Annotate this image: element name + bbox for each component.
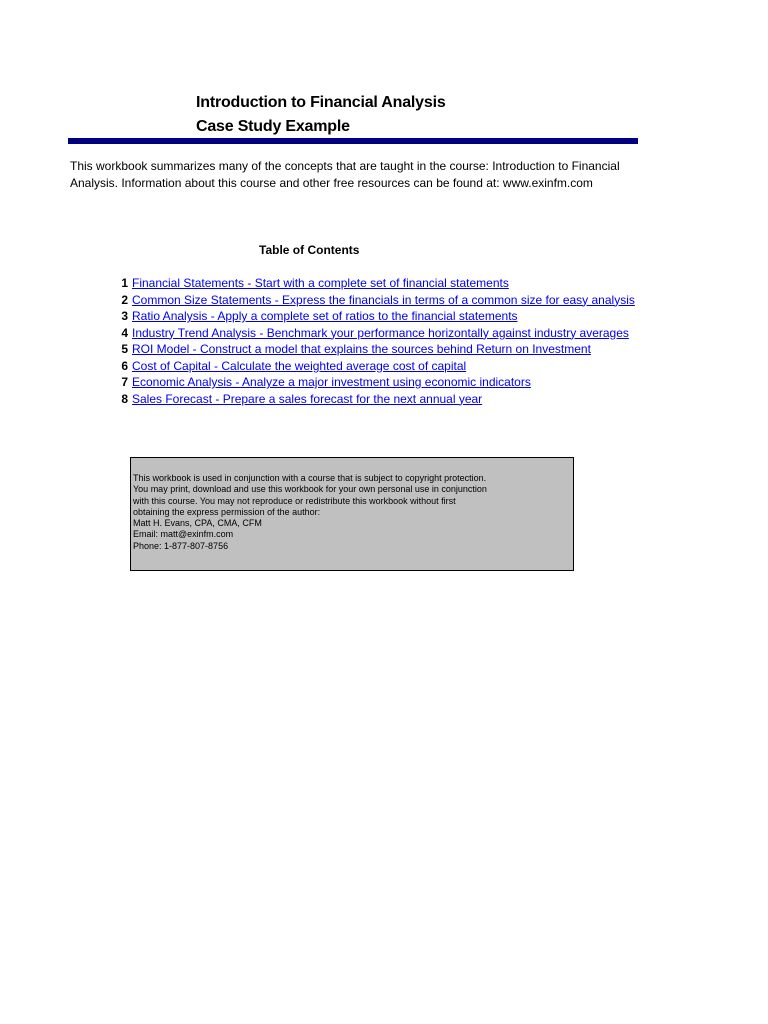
- notice-line: You may print, download and use this workbook for your own personal use in conjunction: [133, 484, 487, 495]
- title-block: [196, 91, 446, 139]
- toc-link-roi-model[interactable]: ROI Model - Construct a model that explains the sources behind Return on Investment: [132, 342, 591, 356]
- toc-item: [112, 325, 638, 342]
- toc-list: [112, 275, 638, 407]
- page-title: Introduction to Financial Analysis: [196, 94, 446, 111]
- toc-item-number: 1: [121, 276, 128, 290]
- toc-item-number: 7: [121, 375, 128, 389]
- page-subtitle: Case Study Example: [196, 118, 350, 135]
- toc-item-number: 8: [121, 391, 128, 406]
- intro-line-2: Analysis. Information about this course and other free resources can be found at: www.exinfm.com: [70, 176, 593, 190]
- toc-link-sales-forecast[interactable]: Sales Forecast - Prepare a sales forecast for the next annual year: [132, 391, 483, 406]
- toc-link-industry-trend-analysis[interactable]: Industry Trend Analysis - Benchmark your performance horizontally against industry averages: [132, 325, 629, 340]
- intro-paragraph: [70, 158, 638, 192]
- toc-item: [112, 292, 638, 309]
- toc-item: [112, 391, 638, 408]
- title-divider: [68, 138, 638, 144]
- toc-item-number: 4: [121, 325, 128, 340]
- toc-item-number: 5: [121, 342, 128, 356]
- author-name: Matt H. Evans, CPA, CMA, CFM: [133, 518, 262, 529]
- toc-link-ratio-analysis[interactable]: Ratio Analysis - Apply a complete set of ratios to the financial statements: [132, 309, 518, 323]
- toc-link-common-size-statements[interactable]: Common Size Statements - Express the financials in terms of a common size for easy analysis: [132, 292, 635, 307]
- author-email: Email: matt@exinfm.com: [133, 529, 234, 540]
- toc-item: [112, 358, 638, 375]
- toc-heading: Table of Contents: [259, 243, 360, 257]
- toc-item-number: 2: [121, 292, 128, 307]
- author-phone: Phone: 1-877-807-8756: [133, 540, 229, 551]
- toc-link-cost-of-capital[interactable]: Cost of Capital - Calculate the weighted average cost of capital: [132, 358, 467, 373]
- notice-line: with this course. You may not reproduce or redistribute this workbook without first: [133, 495, 456, 506]
- toc-item-number: 3: [121, 309, 128, 323]
- toc-link-financial-statements[interactable]: Financial Statements - Start with a complete set of financial statements: [132, 276, 509, 290]
- toc-item: [112, 275, 638, 292]
- notice-line: obtaining the express permission of the author:: [133, 506, 321, 517]
- copyright-notice-box: [130, 457, 574, 571]
- notice-line: This workbook is used in conjunction with a course that is subject to copyright protection.: [133, 473, 487, 483]
- toc-item: [112, 341, 638, 358]
- intro-line-1: This workbook summarizes many of the concepts that are taught in the course: Introduction to Financial: [70, 159, 620, 173]
- toc-link-economic-analysis[interactable]: Economic Analysis - Analyze a major investment using economic indicators: [132, 375, 531, 389]
- toc-item-number: 6: [121, 358, 128, 373]
- toc-item: [112, 308, 638, 325]
- toc-item: [112, 374, 638, 391]
